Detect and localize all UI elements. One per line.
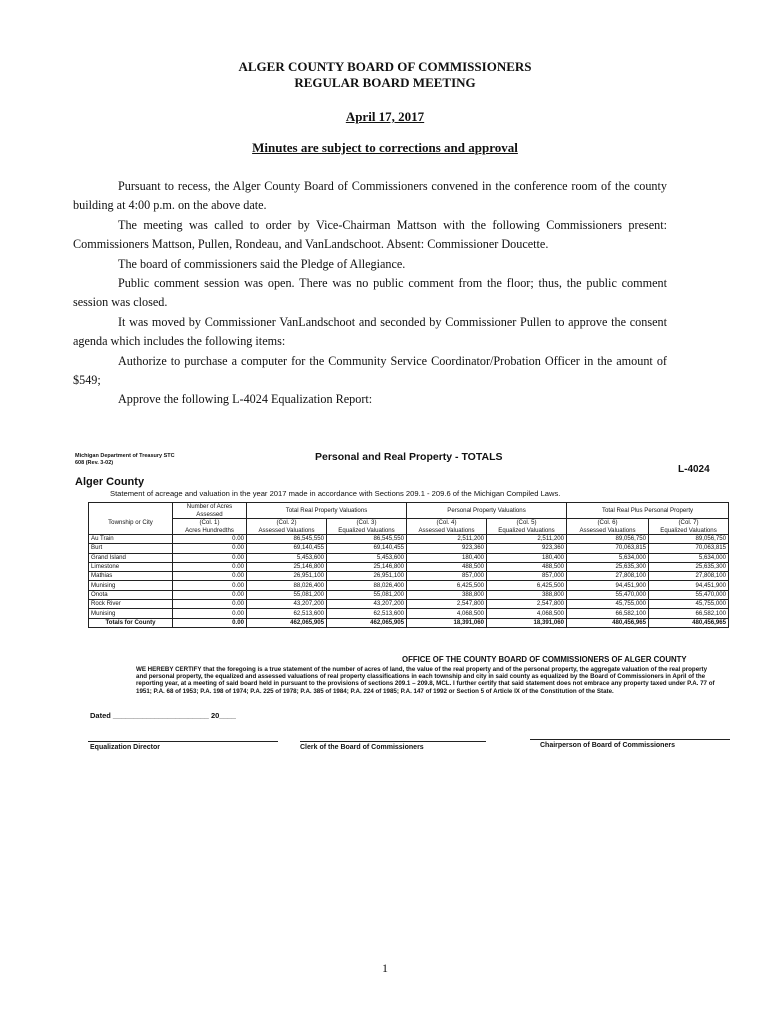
table-row: Burt 0.00 69,140,455 69,140,455 923,360 923,360 70,063,815 70,063,815 [89,544,729,553]
header-col5: (Col. 5) Equalized Valuations [487,519,567,535]
form-title: Personal and Real Property - TOTALS [315,451,503,463]
heading-meeting: REGULAR BOARD MEETING [294,75,476,90]
header-personal-group: Personal Property Valuations [407,503,567,519]
form-statement: Statement of acreage and valuation in the year 2017 made in accordance with Sections 209.1 - 209.6 of the Michigan Compiled Laws. [110,489,561,498]
table-row: Grand Island 0.00 5,453,600 5,453,600 180,400 180,400 5,634,000 5,634,000 [89,553,729,562]
signature-line-chair [530,739,730,740]
paragraph-equalization: Approve the following L-4024 Equalization Report: [118,392,373,407]
table-row: Mathias 0.00 26,951,100 26,951,100 857,000 857,000 27,808,100 27,808,100 [89,572,729,581]
form-county: Alger County [75,476,145,488]
table-row: Onota 0.00 55,081,200 55,081,200 388,800 388,800 55,470,000 55,470,000 [89,590,729,599]
signature-line-clerk [300,741,486,742]
signature-label-clerk: Clerk of the Board of Commissioners [300,744,424,751]
form-department: Michigan Department of Treasury STC 608 (Rev. 3-02) [75,453,175,466]
header-acres-group: Number of Acres Assessed [173,503,247,519]
paragraph-pledge: The board of commissioners said the Pledge of Allegiance. [118,256,406,271]
page-number: 1 [382,961,388,975]
paragraph-consent-agenda: It was moved by Commissioner VanLandschoot and seconded by Commissioner Pullen to approve the consent agenda which includes the following items: [73,314,667,349]
office-heading: OFFICE OF THE COUNTY BOARD OF COMMISSIONERS OF ALGER COUNTY [402,655,687,664]
dated-line: Dated _______________________ 20____ [90,711,236,720]
paragraph-call-to-order: The meeting was called to order by Vice-Chairman Mattson with the following Commissioners present: Commissioners Mattson, Pullen, Rondeau, and VanLandschoot. Absent: Commissioner Doucette. [73,217,667,252]
table-row: Au Train 0.00 86,545,550 86,545,550 2,511,200 2,511,200 89,056,750 89,056,750 [89,535,729,544]
valuation-table [88,502,729,628]
header-col6: (Col. 6) Assessed Valuations [567,519,649,535]
paragraph-recess: Pursuant to recess, the Alger County Board of Commissioners convened in the conference room of the county building at 4:00 p.m. on the above date. [73,179,667,213]
paragraph-public-comment: Public comment session was open. There was no public comment from the floor; thus, the public comment session was closed. [73,276,667,310]
meeting-date: April 17, 2017 [345,109,425,124]
l4024-form [0,445,770,775]
signature-line-equalization [88,741,278,742]
paragraph-computer-purchase: Authorize to purchase a computer for the Community Service Coordinator/Probation Officer in the amount of $549; [73,353,667,388]
certification-text: WE HEREBY CERTIFY that the foregoing is a true statement of the number of acres of land, the value of the real property and of the personal property, the aggregate valuation of the real property and personal property, the equalized and assessed valuations of real property classifications in each township and city in said county as equalized by the Board of Commissioners in April of the reporting year, at a meeting of said board held in pursuant to the provisions of sections 209.1 – 209.8, MCL. I further certify that said statement does not embrace any property taxed under P.A. 77 of 1951; P.A. 68 of 1953; P.A. 198 of 1974; P.A. 225 of 1978; P.A. 385 of 1984; P.A. 224 of 1985; P.A. 147 of 1992 or Section 5 of Article IX of the Constitution of the State. [136,666,715,695]
header-real-group: Total Real Property Valuations [247,503,407,519]
header-township: Township or City [89,503,173,535]
table-row: Limestone 0.00 25,146,800 25,146,800 488,500 488,500 25,635,300 25,635,300 [89,562,729,571]
form-number: L-4024 [678,464,710,475]
header-col4: (Col. 4) Assessed Valuations [407,519,487,535]
minutes-subject: Minutes are subject to corrections and approval [252,140,518,155]
table-row: Munising 0.00 62,513,600 62,513,600 4,068,500 4,068,500 66,582,100 66,582,100 [89,609,729,618]
header-col1: (Col. 1) Acres Hundredths [173,519,247,535]
signature-label-equalization: Equalization Director [90,744,161,751]
table-row: Rock River 0.00 43,207,200 43,207,200 2,547,800 2,547,800 45,755,000 45,755,000 [89,600,729,609]
header-col3: (Col. 3) Equalized Valuations [327,519,407,535]
header-col2: (Col. 2) Assessed Valuations [247,519,327,535]
heading-board: ALGER COUNTY BOARD OF COMMISSIONERS [238,59,532,74]
header-col7: (Col. 7) Equalized Valuations [649,519,729,535]
totals-row: Totals for County 0.00 462,065,905 462,065,905 18,391,060 18,391,060 480,456,965 480,456,965 [89,618,729,627]
header-total-group: Total Real Plus Personal Property [567,503,729,519]
minutes-body [73,177,667,410]
signature-label-chair: Chairperson of Board of Commissioners [540,742,675,749]
table-row: Munising 0.00 88,026,400 88,026,400 6,425,500 6,425,500 94,451,900 94,451,900 [89,581,729,590]
